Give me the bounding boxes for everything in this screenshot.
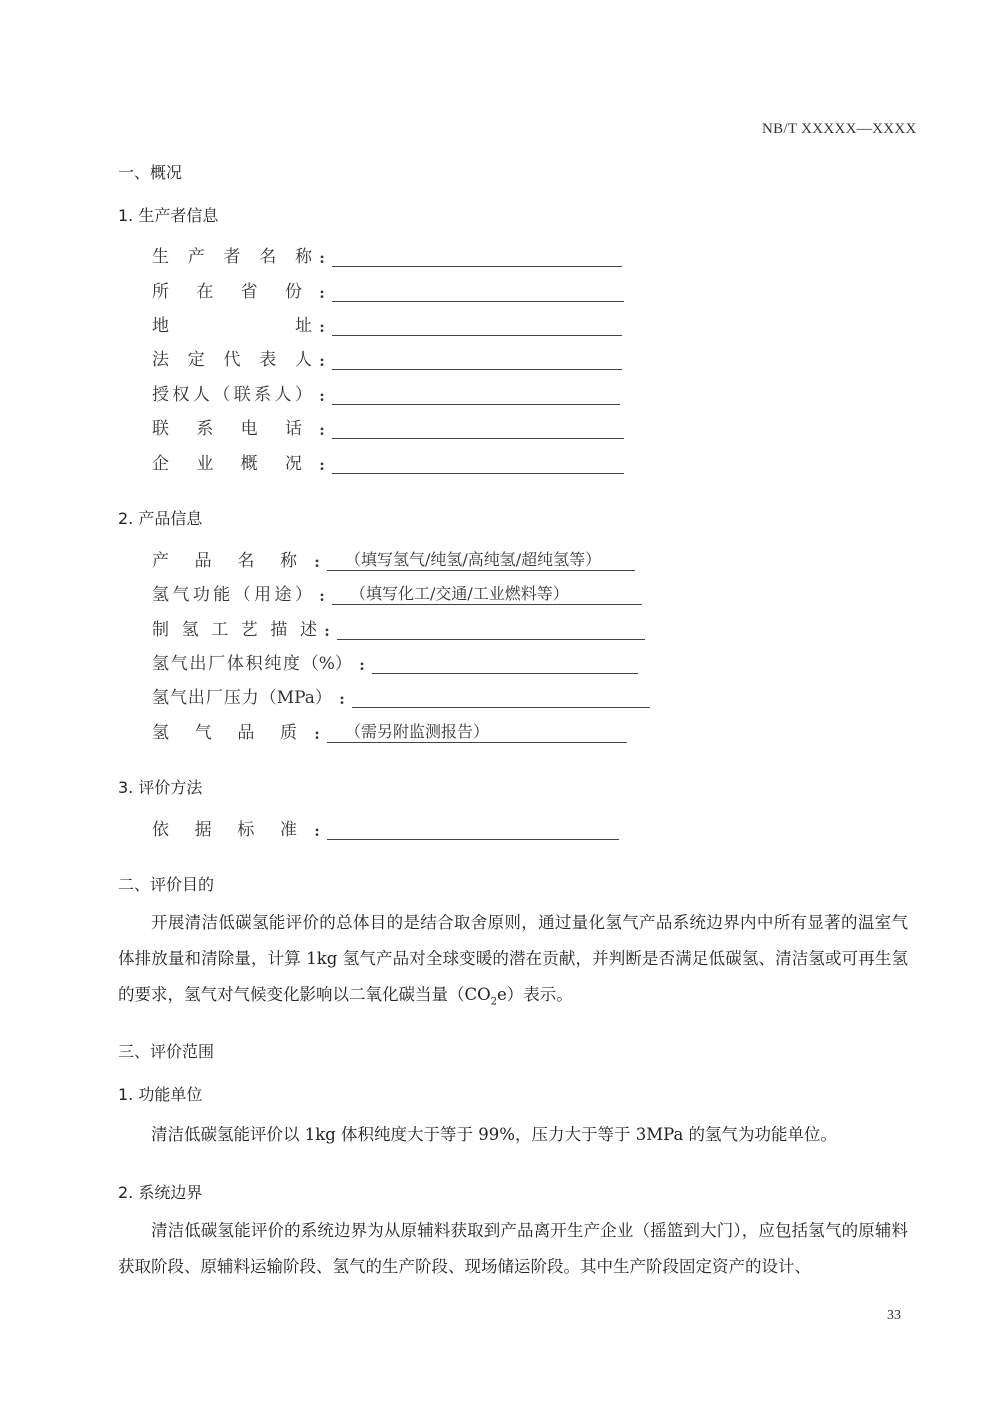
field-label: 氢 气 出 厂 压 力 （MPa） xyxy=(152,688,332,708)
product-info-title: 2. 产品信息 xyxy=(118,509,203,528)
purity-input[interactable] xyxy=(372,653,638,674)
colon: : xyxy=(319,587,325,605)
field-label: 氢 气 出 厂 体 积 纯 度 （%） xyxy=(152,654,352,674)
producer-info-title: 1. 生产者信息 xyxy=(118,206,219,225)
field-pressure xyxy=(152,684,650,708)
address-input[interactable] xyxy=(332,315,622,336)
colon: : xyxy=(319,284,325,302)
standard-number: NB/T XXXXX—XXXX xyxy=(762,121,917,137)
field-company-overview xyxy=(152,450,624,474)
field-label: 法 定 代 表 人 xyxy=(152,350,312,370)
field-process-desc xyxy=(152,616,645,640)
colon: : xyxy=(314,822,320,840)
field-contact-person xyxy=(152,381,620,405)
field-quality xyxy=(152,719,627,743)
functional-unit-paragraph: 清洁低碳氢能评价以 1kg 体积纯度大于等于 99%，压力大于等于 3MPa 的氢气为功能单位。 xyxy=(151,1125,838,1144)
field-label: 所 在 省 份 xyxy=(152,282,302,302)
field-product-name xyxy=(152,547,635,571)
colon: : xyxy=(359,656,365,674)
field-hydrogen-use xyxy=(152,581,642,605)
section-3-title: 三、评价范围 xyxy=(118,1042,215,1061)
field-label: 氢 气 品 质 xyxy=(152,723,297,743)
field-label: 依 据 标 准 xyxy=(152,820,297,840)
contact-person-input[interactable] xyxy=(332,384,620,405)
pressure-input[interactable] xyxy=(352,687,650,708)
hydrogen-use-input[interactable]: （填写化工/交通/工业燃料等） xyxy=(332,584,642,605)
colon: : xyxy=(319,352,325,370)
field-address xyxy=(152,312,622,336)
colon: : xyxy=(339,690,345,708)
field-phone xyxy=(152,415,624,439)
field-label: 生 产 者 名 称 xyxy=(152,247,312,267)
functional-unit-title: 1. 功能单位 xyxy=(118,1085,203,1104)
colon: : xyxy=(319,249,325,267)
colon: : xyxy=(314,725,320,743)
colon: : xyxy=(319,318,325,336)
section-1-title: 一、概况 xyxy=(118,163,183,182)
field-province xyxy=(152,278,624,302)
field-label: 地 址 xyxy=(152,316,312,336)
paragraph-text: 开展清洁低碳氢能评价的总体目的是结合取舍原则，通过量化氢气产品系统边界内中所有显著的温室气体排放量和清除量，计算 1kg 氢气产品对全球变暖的潜在贡献，并判断是否满足低碳氢、清洁氢或可再生氢的要求，氢气对气候变化影响以二氧化碳当量（CO xyxy=(118,913,908,1004)
field-label: 联 系 电 话 xyxy=(152,419,302,439)
field-label: 企 业 概 况 xyxy=(152,454,302,474)
field-purity xyxy=(152,650,638,674)
company-overview-input[interactable] xyxy=(332,453,624,474)
basis-standard-input[interactable] xyxy=(327,819,619,840)
subscript: 2 xyxy=(490,996,498,1008)
producer-name-input[interactable] xyxy=(332,246,622,267)
paragraph-text: e）表示。 xyxy=(497,985,573,1004)
quality-input[interactable]: （需另附监测报告） xyxy=(327,722,627,743)
system-boundary-title: 2. 系统边界 xyxy=(118,1183,203,1202)
field-label: 授 权 人 （ 联 系 人 ） xyxy=(152,385,312,405)
colon: : xyxy=(319,421,325,439)
field-legal-rep xyxy=(152,346,622,370)
province-input[interactable] xyxy=(332,281,624,302)
evaluation-purpose-paragraph xyxy=(118,905,908,1020)
legal-rep-input[interactable] xyxy=(332,349,622,370)
field-label: 氢 气 功 能 （ 用 途 ） xyxy=(152,585,312,605)
product-name-input[interactable]: （填写氢气/纯氢/高纯氢/超纯氢等） xyxy=(327,550,635,571)
colon: : xyxy=(314,553,320,571)
field-producer-name xyxy=(152,243,622,267)
colon: : xyxy=(319,387,325,405)
page-number: 33 xyxy=(887,1308,901,1323)
field-basis-standard xyxy=(152,816,619,840)
phone-input[interactable] xyxy=(332,418,624,439)
process-desc-input[interactable] xyxy=(337,619,645,640)
field-label: 制 氢 工 艺 描 述 xyxy=(152,620,317,640)
section-2-title: 二、评价目的 xyxy=(118,875,215,894)
method-title: 3. 评价方法 xyxy=(118,778,203,797)
field-label: 产 品 名 称 xyxy=(152,551,297,571)
colon: : xyxy=(324,622,330,640)
colon: : xyxy=(319,456,325,474)
system-boundary-paragraph: 清洁低碳氢能评价的系统边界为从原辅料获取到产品离开生产企业（摇篮到大门），应包括氢气的原辅料获取阶段、原辅料运输阶段、氢气的生产阶段、现场储运阶段。其中生产阶段固定资产的设计、 xyxy=(118,1221,908,1276)
